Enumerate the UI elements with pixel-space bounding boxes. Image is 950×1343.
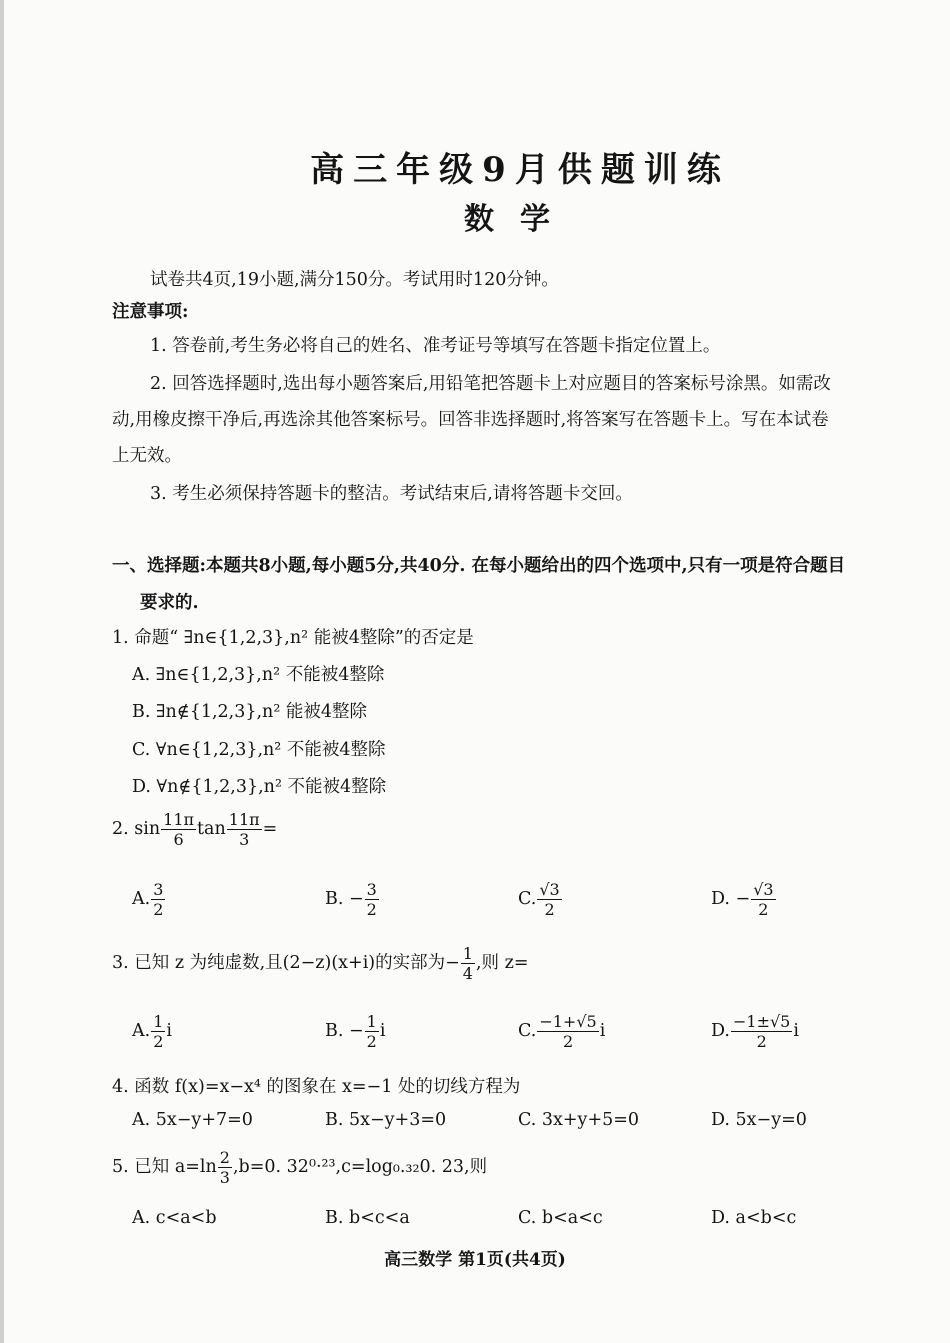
q2-fraction-2-num: 11π [228, 810, 260, 829]
q3-option-a [132, 1012, 172, 1051]
q2-b-num: 3 [366, 880, 377, 899]
q5-option-b: B. b<c<a [325, 1208, 410, 1228]
exam-intro: 试卷共4页,19小题,满分150分。考试用时120分钟。 [150, 270, 559, 290]
q3-stem-a: 3. 已知 z 为纯虚数,且(2−z)(x+i)的实部为− [112, 953, 460, 973]
notice-item-2-line-2: 动,用橡皮擦干净后,再选涂其他答案标号。回答非选择题时,将答案写在答题卡上。写在本试卷 [112, 410, 829, 430]
notice-item-2-line-1: 2. 回答选择题时,选出每小题答案后,用铅笔把答题卡上对应题目的答案标号涂黑。如需改 [150, 374, 831, 394]
q3-stem-num: 1 [462, 944, 473, 963]
q2-b-frac [365, 880, 379, 919]
q3-option-b [325, 1012, 385, 1051]
q5-stem-den: 3 [219, 1168, 230, 1187]
q2-equals: = [262, 819, 278, 839]
q2-fraction-2 [227, 810, 262, 849]
q2-d-num: √3 [753, 880, 774, 899]
section-heading-line-2: 要求的. [140, 593, 199, 613]
q2-c-frac [537, 880, 561, 919]
q4-option-c: C. 3x+y+5=0 [518, 1110, 640, 1130]
q2-b-label: B. − [325, 889, 364, 909]
q3-b-den: 2 [366, 1032, 377, 1051]
notice-item-2-line-3: 上无效。 [112, 446, 182, 466]
q2-option-d [711, 880, 777, 919]
q3-c-den: 2 [562, 1032, 574, 1051]
q3-c-tail: i [599, 1021, 606, 1041]
q2-d-den: 2 [758, 900, 769, 919]
q2-fraction-1-num: 11π [163, 810, 195, 829]
q2-c-label: C. [518, 889, 537, 909]
q5-stem-b: ,b=0. 32⁰·²³,c=log₀.₃₂0. 23,则 [232, 1157, 488, 1177]
q2-tan: tan [197, 819, 226, 839]
q3-a-label: A. [132, 1021, 151, 1041]
q3-c-label: C. [518, 1021, 537, 1041]
q3-stem-frac [461, 944, 475, 983]
section-heading-line-1: 一、选择题:本题共8小题,每小题5分,共40分. 在每小题给出的四个选项中,只有一项是符合题目 [112, 556, 846, 576]
q2-a-den: 2 [153, 900, 164, 919]
q3-option-c [518, 1012, 605, 1051]
q3-d-tail: i [793, 1021, 799, 1041]
q5-option-a: A. c<a<b [132, 1208, 217, 1228]
subject-title: 数学 [464, 202, 576, 237]
notice-item-3: 3. 考生必须保持答题卡的整洁。考试结束后,请将答题卡交回。 [150, 484, 633, 504]
q4-option-a: A. 5x−y+7=0 [132, 1110, 253, 1130]
page-footer: 高三数学 第1页(共4页) [384, 1250, 566, 1270]
q2-fraction-2-den: 3 [239, 830, 250, 849]
q5-stem-num: 2 [219, 1148, 230, 1167]
q1-option-a: A. ∃n∈{1,2,3},n² 不能被4整除 [132, 665, 385, 685]
q2-option-b [325, 880, 380, 919]
q3-a-den: 2 [153, 1032, 164, 1051]
notice-heading: 注意事项: [112, 302, 189, 322]
q3-stem [112, 944, 529, 983]
q5-option-d: D. a<b<c [711, 1208, 797, 1228]
q2-d-frac [751, 880, 775, 919]
q3-d-num: −1±√5 [732, 1012, 791, 1031]
q2-a-num: 3 [153, 880, 164, 899]
q3-d-label: D. [711, 1021, 730, 1041]
q3-b-tail: i [379, 1021, 386, 1041]
q4-option-b: B. 5x−y+3=0 [325, 1110, 447, 1130]
notice-item-1: 1. 答卷前,考生务必将自己的姓名、准考证号等填写在答题卡指定位置上。 [150, 336, 721, 356]
q1-stem: 1. 命题“ ∃n∈{1,2,3},n² 能被4整除”的否定是 [112, 628, 474, 648]
q1-option-b: B. ∃n∉{1,2,3},n² 能被4整除 [132, 702, 368, 722]
q2-b-den: 2 [366, 900, 377, 919]
q3-option-d [711, 1012, 799, 1051]
q2-c-num: √3 [539, 880, 560, 899]
q3-b-label: B. − [325, 1021, 364, 1041]
q2-option-c [518, 880, 563, 919]
page-title: 高三年级9月供题训练 [310, 150, 730, 190]
q3-a-num: 1 [153, 1012, 164, 1031]
q2-c-den: 2 [544, 900, 555, 919]
q1-option-c: C. ∀n∈{1,2,3},n² 不能被4整除 [132, 740, 386, 760]
q3-d-den: 2 [756, 1032, 767, 1051]
q3-d-frac [731, 1012, 792, 1051]
q5-stem-a: 5. 已知 a=ln [112, 1157, 217, 1177]
q2-option-a [132, 880, 166, 919]
q5-stem [112, 1148, 487, 1187]
q2-d-label: D. − [711, 889, 751, 909]
q4-stem: 4. 函数 f(x)=x−x⁴ 的图象在 x=−1 处的切线方程为 [112, 1077, 521, 1097]
q3-stem-den: 4 [462, 964, 473, 983]
q3-c-frac [537, 1012, 598, 1051]
q3-b-frac [365, 1012, 379, 1051]
q2-sin: sin [134, 819, 161, 839]
q3-stem-b: ,则 z= [475, 953, 529, 973]
q2-stem [112, 810, 277, 849]
q5-option-c: C. b<a<c [518, 1208, 603, 1228]
q3-a-tail: i [166, 1021, 172, 1041]
q5-stem-frac [218, 1148, 232, 1187]
q3-c-num: −1+√5 [539, 1012, 597, 1031]
q2-a-frac [151, 880, 165, 919]
q4-option-d: D. 5x−y=0 [711, 1110, 807, 1130]
q3-b-num: 1 [366, 1012, 377, 1031]
q2-number: 2. [112, 819, 129, 839]
q2-fraction-1 [161, 810, 196, 849]
q3-a-frac [151, 1012, 165, 1051]
q2-a-label: A. [132, 889, 151, 909]
q2-fraction-1-den: 6 [173, 830, 184, 849]
q1-option-d: D. ∀n∉{1,2,3},n² 不能被4整除 [132, 777, 387, 797]
